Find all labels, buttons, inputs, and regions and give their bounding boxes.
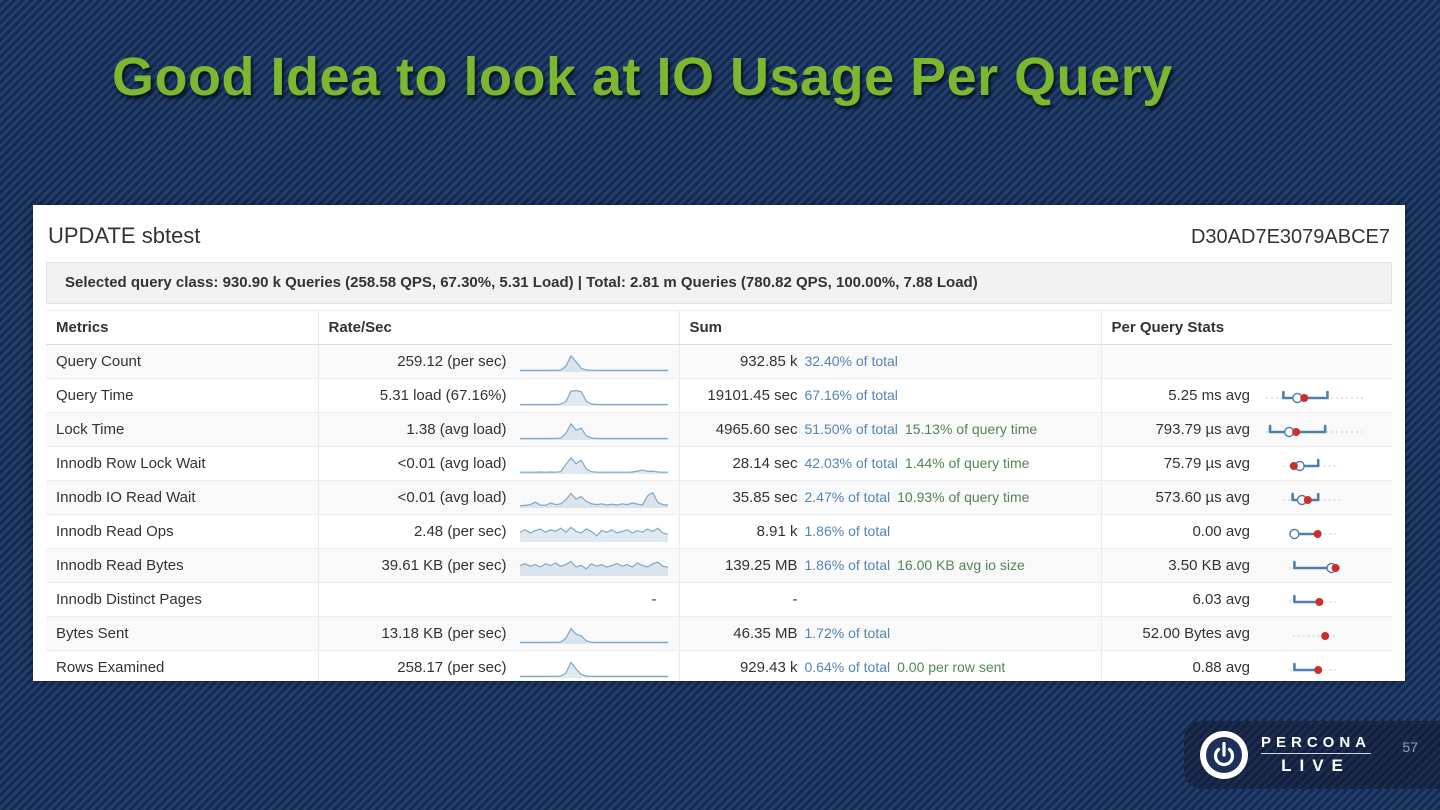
rate-sparkline (519, 418, 669, 442)
slide-page-number: 57 (1402, 739, 1418, 755)
table-row[interactable] (46, 379, 1392, 413)
column-header-sum: Sum (679, 311, 1101, 345)
sum-cell (679, 481, 1101, 515)
sum-percent-of-total: 2.47% of total (804, 489, 891, 505)
rate-value: <0.01 (avg load) (397, 455, 507, 472)
per-query-stats-cell (1101, 345, 1392, 379)
rate-value: <0.01 (avg load) (397, 489, 507, 506)
percona-live-wordmark (1261, 734, 1371, 776)
sum-cell (679, 379, 1101, 413)
metrics-table (46, 310, 1392, 681)
metric-label: Innodb IO Read Wait (46, 481, 318, 515)
sum-cell (679, 413, 1101, 447)
per-query-value: 0.00 avg (1192, 523, 1250, 540)
rate-cell (318, 617, 679, 651)
per-query-value: 3.50 KB avg (1168, 557, 1250, 574)
percona-live-logo-badge (1184, 721, 1440, 789)
metric-label: Lock Time (46, 413, 318, 447)
sum-value: 932.85 k (739, 353, 798, 370)
sum-value: - (792, 591, 798, 608)
per-query-stats-cell (1101, 481, 1392, 515)
rate-cell (318, 413, 679, 447)
rate-sparkline (519, 622, 669, 646)
rate-cell (318, 651, 679, 682)
rate-value: 2.48 (per sec) (413, 523, 507, 540)
per-query-value: 52.00 Bytes avg (1142, 625, 1250, 642)
rate-cell (318, 549, 679, 583)
per-query-range-plot (1266, 486, 1382, 510)
table-row[interactable] (46, 651, 1392, 682)
per-query-range-plot (1266, 520, 1382, 544)
sum-cell (679, 583, 1101, 617)
sum-value: 929.43 k (739, 659, 798, 676)
sum-cell (679, 345, 1101, 379)
query-analytics-panel (33, 205, 1405, 681)
sum-value: 19101.45 sec (707, 387, 798, 404)
sum-cell (679, 549, 1101, 583)
sum-cell (679, 447, 1101, 481)
sum-percent-of-total: 1.86% of total (804, 523, 891, 539)
table-row[interactable] (46, 583, 1392, 617)
per-query-stats-cell (1101, 413, 1392, 447)
sum-percent-of-total: 1.86% of total (804, 557, 891, 573)
sum-percent-of-total: 67.16% of total (804, 387, 898, 403)
rate-sparkline (519, 486, 669, 510)
per-query-range-plot (1266, 622, 1382, 646)
column-header-metrics: Metrics (46, 311, 318, 345)
sum-value: 4965.60 sec (715, 421, 798, 438)
per-query-value: 6.03 avg (1192, 591, 1250, 608)
per-query-range-plot (1266, 384, 1382, 408)
per-query-stats-cell (1101, 617, 1392, 651)
sum-percent-of-total: 0.64% of total (804, 659, 891, 675)
rate-cell (318, 481, 679, 515)
sum-value: 28.14 sec (732, 455, 798, 472)
slide-title: Good Idea to look at IO Usage Per Query (112, 47, 1173, 107)
rate-cell (318, 583, 679, 617)
rate-value: - (651, 591, 657, 608)
per-query-range-plot (1266, 656, 1382, 680)
sum-secondary-stat: 16.00 KB avg io size (897, 557, 1025, 573)
per-query-range-plot (1266, 452, 1382, 476)
rate-value: 1.38 (avg load) (406, 421, 507, 438)
metric-label: Bytes Sent (46, 617, 318, 651)
rate-sparkline (519, 384, 669, 408)
rate-sparkline (519, 656, 669, 680)
rate-value: 13.18 KB (per sec) (381, 625, 507, 642)
rate-sparkline (519, 452, 669, 476)
query-class-summary: Selected query class: 930.90 k Queries (258.58 QPS, 67.30%, 5.31 Load) | Total: 2.81 m Queries (780.82 QPS, 100.00%, 7.88 Load) (46, 262, 1392, 304)
per-query-stats-cell (1101, 379, 1392, 413)
table-row[interactable] (46, 549, 1392, 583)
sum-cell (679, 515, 1101, 549)
brand-live-text: LIVE (1281, 756, 1351, 775)
column-header-per-query-stats: Per Query Stats (1101, 311, 1392, 345)
sum-value: 35.85 sec (732, 489, 798, 506)
percona-power-icon (1200, 731, 1248, 779)
sum-value: 46.35 MB (733, 625, 798, 642)
per-query-stats-cell (1101, 515, 1392, 549)
metric-label: Query Time (46, 379, 318, 413)
metric-label: Innodb Distinct Pages (46, 583, 318, 617)
per-query-value: 793.79 µs avg (1155, 421, 1250, 438)
query-id: D30AD7E3079ABCE7 (1190, 226, 1390, 248)
sum-value: 139.25 MB (724, 557, 798, 574)
per-query-range-plot (1266, 588, 1382, 612)
rate-cell (318, 345, 679, 379)
metric-label: Innodb Read Ops (46, 515, 318, 549)
table-row[interactable] (46, 413, 1392, 447)
rate-cell (318, 515, 679, 549)
rate-sparkline (519, 350, 669, 374)
sum-percent-of-total: 51.50% of total (804, 421, 898, 437)
metric-label: Query Count (46, 345, 318, 379)
sum-cell (679, 617, 1101, 651)
per-query-range-plot (1266, 418, 1382, 442)
per-query-range-plot (1266, 554, 1382, 578)
sum-secondary-stat: 1.44% of query time (904, 455, 1030, 471)
sum-secondary-stat: 15.13% of query time (904, 421, 1038, 437)
metric-label: Innodb Read Bytes (46, 549, 318, 583)
rate-value: 259.12 (per sec) (397, 353, 507, 370)
rate-value: 258.17 (per sec) (397, 659, 507, 676)
panel-header (46, 215, 1392, 262)
table-row[interactable] (46, 481, 1392, 515)
brand-percona-text: PERCONA (1261, 734, 1372, 751)
per-query-value: 75.79 µs avg (1163, 455, 1250, 472)
rate-sparkline (519, 520, 669, 544)
rate-value: 39.61 KB (per sec) (381, 557, 507, 574)
sum-percent-of-total: 1.72% of total (804, 625, 891, 641)
brand-divider (1261, 753, 1371, 754)
per-query-stats-cell (1101, 549, 1392, 583)
metric-label: Innodb Row Lock Wait (46, 447, 318, 481)
sum-secondary-stat: 10.93% of query time (897, 489, 1030, 505)
rate-value: 5.31 load (67.16%) (379, 387, 507, 404)
sum-percent-of-total: 32.40% of total (804, 353, 898, 369)
per-query-value: 5.25 ms avg (1168, 387, 1250, 404)
sum-secondary-stat: 0.00 per row sent (897, 659, 1006, 675)
per-query-stats-cell (1101, 583, 1392, 617)
rate-cell (318, 447, 679, 481)
column-header-rate: Rate/Sec (318, 311, 679, 345)
sum-value: 8.91 k (756, 523, 798, 540)
sum-cell (679, 651, 1101, 682)
table-row[interactable] (46, 617, 1392, 651)
rate-sparkline (519, 554, 669, 578)
table-header-row (46, 311, 1392, 345)
rate-cell (318, 379, 679, 413)
metric-label: Rows Examined (46, 651, 318, 682)
per-query-value: 0.88 avg (1192, 659, 1250, 676)
table-row[interactable] (46, 515, 1392, 549)
query-name: UPDATE sbtest (48, 223, 201, 248)
sum-percent-of-total: 42.03% of total (804, 455, 898, 471)
per-query-value: 573.60 µs avg (1155, 489, 1250, 506)
table-row[interactable] (46, 447, 1392, 481)
per-query-stats-cell (1101, 447, 1392, 481)
table-row[interactable] (46, 345, 1392, 379)
per-query-stats-cell (1101, 651, 1392, 682)
